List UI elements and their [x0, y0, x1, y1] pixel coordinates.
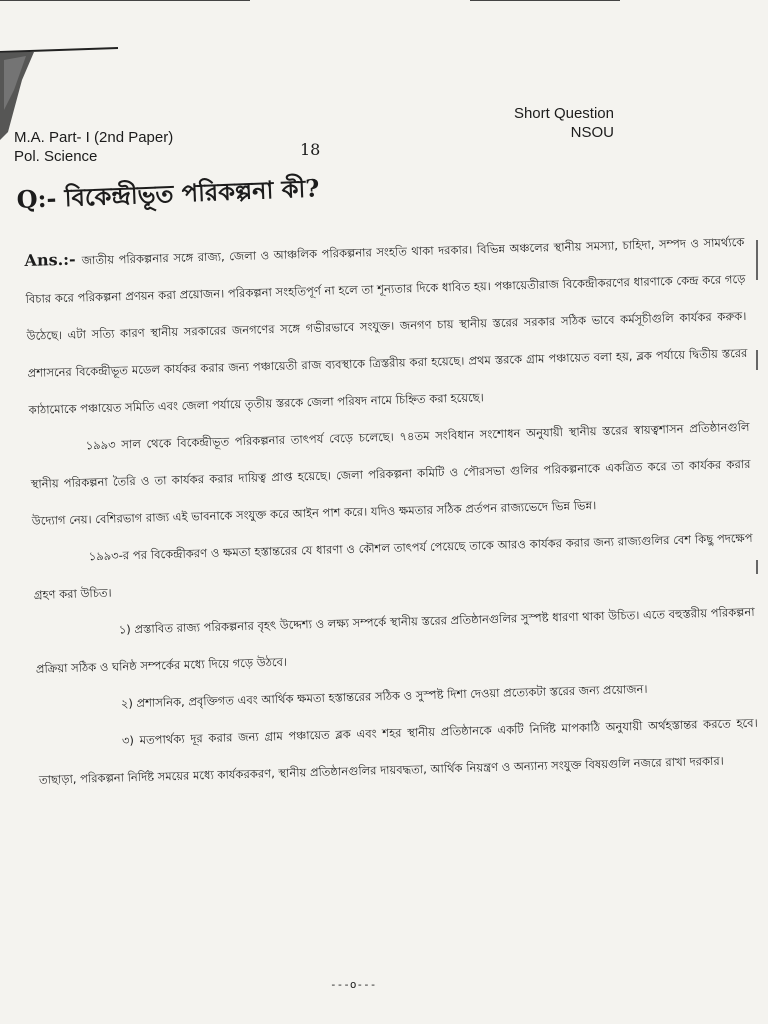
institution-label: NSOU	[570, 124, 614, 141]
numbered-point: ১) প্রস্তাবিত রাজ্য পরিকল্পনার বৃহৎ উদ্দেশ্য ও লক্ষ্য সম্পর্কে স্থানীয় স্তরের প্রতিষ্ঠানগুলির সুস্পষ্ট ধারণা থাকা উচিত। এতে বহুস্তরীয় পরিকল্পনা প্রক্রিয়া সঠিক ও ঘনিষ্ঠ সম্পর্কের মধ্যে দিয়ে গড়ে উঠবে।	[35, 604, 755, 676]
scan-edge-speck	[756, 240, 758, 280]
numbered-point: ২) প্রশাসনিক, প্রবৃক্তিগত এবং আর্থিক ক্ষমতা হস্তান্তরের সঠিক ও সুস্পষ্ট দিশা দেওয়া প্রত্যেকটা স্তরের জন্য প্রয়োজন।	[120, 681, 648, 711]
question-type-label: Short Question	[513, 105, 614, 122]
subject-label: Pol. Science	[14, 148, 98, 165]
end-mark: ---o---	[330, 978, 377, 991]
answer-paragraph: ১৯৯৩ সাল থেকে বিকেন্দ্রীভূত পরিকল্পনার তাৎপর্য বেড়ে চলেছে। ৭৪তম সংবিধান সংশোধন অনুযায়ী স্থানীয় স্তরের স্বায়ত্বশাসন প্রতিষ্ঠানগুলি স্থানীয় পরিকল্পনা তৈরি ও তা কার্যকর করার দায়িত্ব প্রাপ্ত হয়েছে। জেলা পরিকল্পনা কমিটি ও পৌরসভা গুলির পরিকল্পনাকে একত্রিত করে তা কার্যকর করার উদ্যোগ নেয়। বেশিরভাগ রাজ্য এই ভাবনাকে সংযুক্ত করে আইন পাশ করে। যদিও ক্ষমতার সঠিক প্রর্তপন রাজ্যভেদে ভিন্ন ভিন্ন।	[30, 419, 751, 528]
numbered-point: ৩) মতপার্থক্য দূর করার জন্য গ্রাম পঞ্চায়েত ব্লক এবং শহর স্থানীয় প্রতিষ্ঠানকে একটি নির্দিষ্ট মাপকাঠি অনুযায়ী অর্থহস্তান্তর করতে হবে। তাছাড়া, পরিকল্পনা নির্দিষ্ট সময়ের মধ্যে কার্যকরকরণ, স্থানীয় প্রতিষ্ঠানগুলির দায়বদ্ধতা, আর্থিক নিয়ন্ত্রণ ও অন্যান্য সংযুক্ত বিষয়গুলি নজরে রাখা দরকার।	[38, 715, 758, 787]
page-header-right	[498, 104, 614, 142]
scan-edge-line	[0, 0, 250, 1]
scan-edge-speck	[756, 350, 758, 370]
page-number: 18	[300, 140, 321, 159]
question-heading: Q:- বিকেন্দ্রীভূত পরিকল্পনা কী?	[16, 173, 320, 214]
answer-label: Ans.:-	[24, 249, 76, 270]
scan-edge-speck	[756, 560, 758, 574]
scan-edge-line	[470, 0, 620, 1]
answer-paragraph: ১৯৯৩-র পর বিকেন্দ্রীকরণ ও ক্ষমতা হস্তান্তরের যে ধারণা ও কৌশল তাৎপর্য পেয়েছে তাকে আরও কার্যকর করার জন্য রাজ্যগুলির বেশ কিছু পদক্ষেপ গ্রহণ করা উচিত।	[33, 530, 753, 602]
page-header-left	[14, 128, 173, 166]
answer-paragraph-text: জাতীয় পরিকল্পনার সঙ্গে রাজ্য, জেলা ও আঞ্চলিক পরিকল্পনার সংহতি থাকা দরকার। বিভিন্ন অঞ্চলের স্থানীয় সমস্যা, চাহিদা, সম্পদ ও সামর্থ্যকে বিচার করে পরিকল্পনা প্রণয়ন করা প্রয়োজন। পরিকল্পনা সংহতিপূর্ণ না হলে তা শূন্যতার দিকে ধাবিত হয়। পঞ্চায়েতীরাজ বিকেন্দ্রীকরণের ধারণাকে কেন্দ্র করে গড়ে উঠেছে। এটা সত্যি কারণ স্থানীয় সরকারের জনগণের সঙ্গে গভীরভাবে সংযুক্ত। জনগণ চায় স্থানীয় স্তরের সরকার সঠিক ভাবে কর্মসূচীগুলি কার্যকর করুক। প্রশাসনের বিকেন্দ্রীভূত মডেল কার্যকর করার জন্য পঞ্চায়েতী রাজ ব্যবস্থাকে ত্রিস্তরীয় করা হয়েছে। প্রথম স্তরকে গ্রাম পঞ্চায়েত বলা হয়, ব্লক পর্যায়ে দ্বিতীয় স্তরের কাঠামোকে পঞ্চায়েত সমিতি এবং জেলা পর্যায়ে তৃতীয় স্তরকে জেলা পরিষদ নামে চিহ্নিত করা হয়েছে।	[25, 234, 748, 417]
answer-body	[24, 222, 759, 799]
course-label: M.A. Part- I (2nd Paper)	[14, 129, 174, 146]
answer-paragraph	[24, 222, 749, 429]
